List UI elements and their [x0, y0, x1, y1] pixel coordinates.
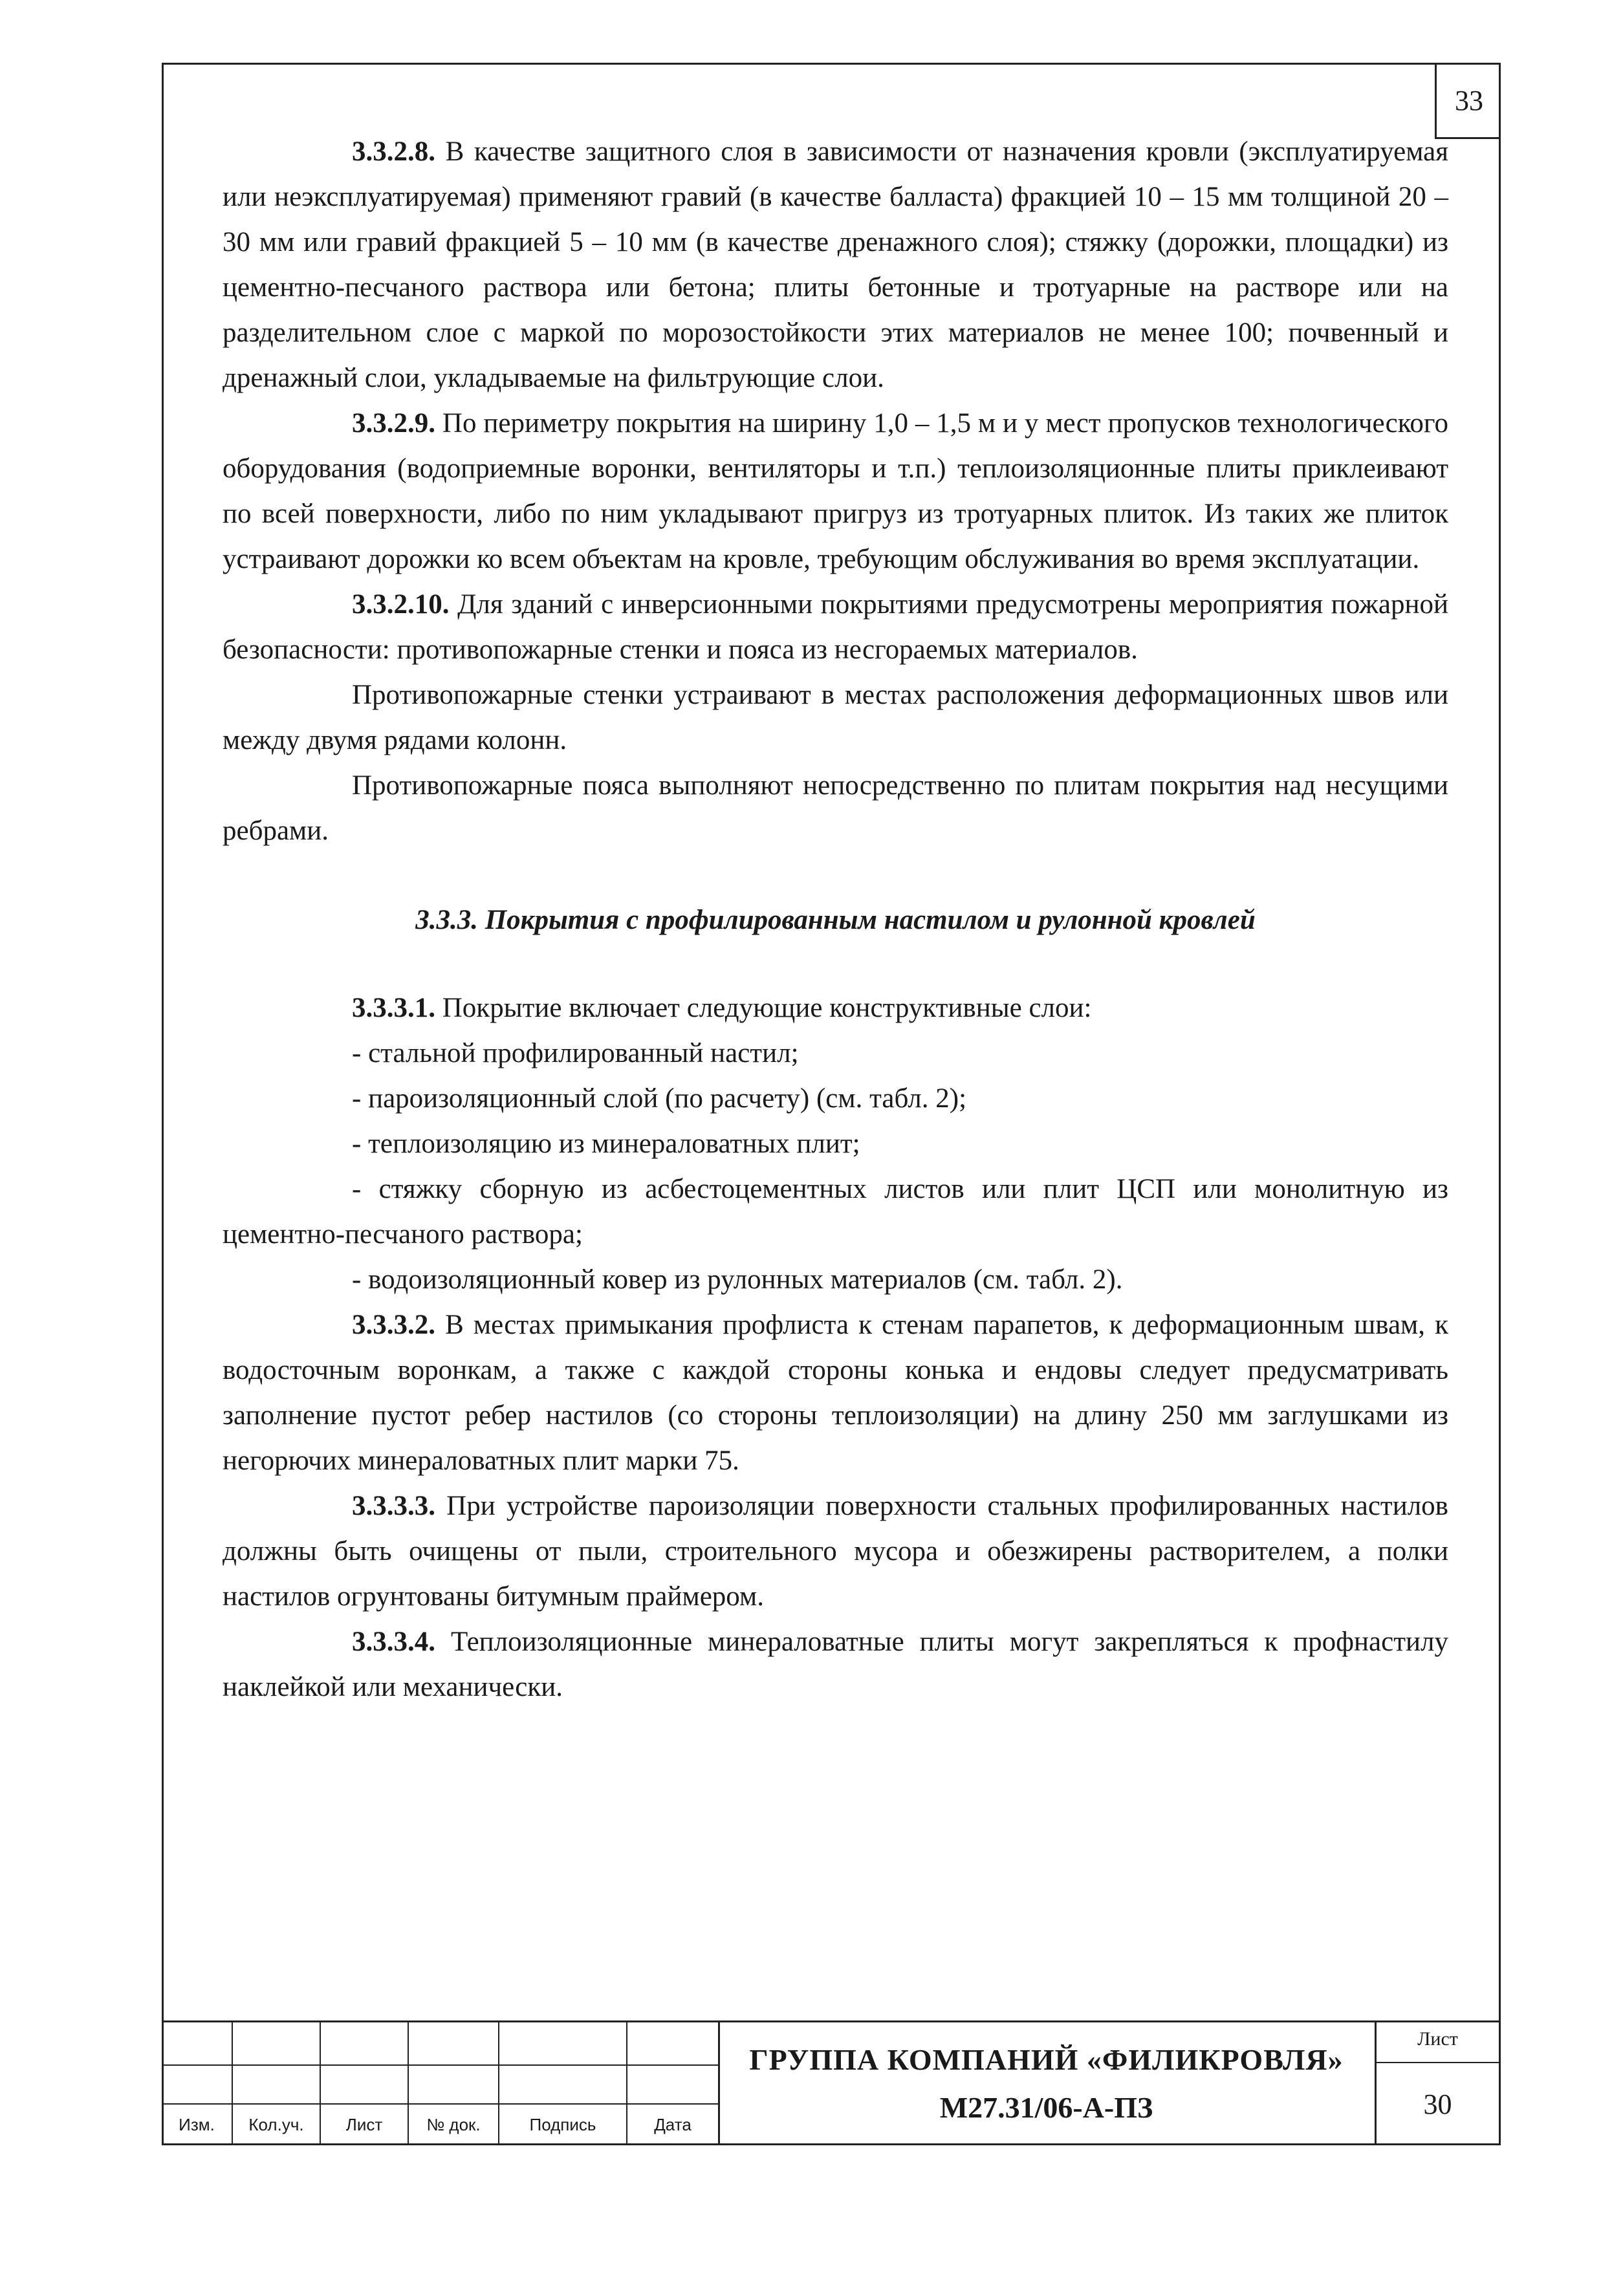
paragraph-3-3-2-8	[223, 129, 1448, 401]
paragraph-3-3-2-9	[223, 401, 1448, 582]
paragraph-text: Противопожарные пояса выполняют непосредственно по плитам покрытия над несущими ребрами.	[223, 770, 1448, 846]
list-item-text: - пароизоляционный слой (по расчету) (см. табл. 2);	[352, 1083, 967, 1114]
list-item-text: - теплоизоляцию из минераловатных плит;	[352, 1129, 860, 1159]
clause-number: 3.3.3.2.	[352, 1310, 435, 1340]
paragraph-3-3-3-2	[223, 1303, 1448, 1484]
list-item-text: - стяжку сборную из асбестоцементных листов или плит ЦСП или монолитную из цементно-песчаного раствора;	[223, 1174, 1448, 1250]
paragraph-text: Для зданий с инверсионными покрытиями предусмотрены мероприятия пожарной безопасности: противопожарные стенки и пояса из несгораемых материалов.	[223, 589, 1448, 665]
sheet-number: 30	[1423, 2088, 1452, 2120]
list-item-text: - водоизоляционный ковер из рулонных материалов (см. табл. 2).	[352, 1264, 1123, 1295]
column-label-date: Дата	[654, 2115, 692, 2134]
document-body	[223, 129, 1448, 1710]
paragraph-text: Противопожарные стенки устраивают в местах расположения деформационных швов или между двумя рядами колонн.	[223, 680, 1448, 755]
paragraph-text: При устройстве пароизоляции поверхности стальных профилированных настилов должны быть очищены от пыли, строительного мусора и обезжирены растворителем, а полки настилов огрунтованы битумным праймером.	[223, 1491, 1448, 1612]
paragraph-3-3-3-1	[223, 986, 1448, 1031]
page-number-top: 33	[1455, 85, 1483, 116]
list-item-text: - стальной профилированный настил;	[352, 1038, 799, 1068]
clause-number: 3.3.2.9.	[352, 408, 435, 439]
paragraph-3-3-3-4	[223, 1619, 1448, 1710]
paragraph-text: Теплоизоляционные минераловатные плиты могут закрепляться к профнастилу наклейкой или механически.	[223, 1627, 1448, 1702]
paragraph-text: По периметру покрытия на ширину 1,0 – 1,5 м и у мест пропусков технологического оборудования (водоприемные воронки, вентиляторы и т.п.) теплоизоляционные плиты приклеивают по всей поверхности, либо по ним укладывают пригруз из тротуарных плиток. Из таких же плиток устраивают дорожки ко всем объектам на кровле, требующим обслуживания во время эксплуатации.	[223, 408, 1448, 574]
company-name: ГРУППА КОМПАНИЙ «ФИЛИКРОВЛЯ»	[749, 2043, 1344, 2076]
paragraph-fire-belts	[223, 763, 1448, 854]
clause-number: 3.3.3.3.	[352, 1491, 435, 1521]
section-heading: 3.3.3. Покрытия с профилированным настилом и рулонной кровлей	[415, 905, 1256, 935]
column-label-kol-uch: Кол.уч.	[248, 2115, 304, 2134]
column-label-list: Лист	[345, 2115, 383, 2134]
paragraph-3-3-3-3	[223, 1484, 1448, 1619]
clause-number: 3.3.3.4.	[352, 1627, 435, 1657]
clause-number: 3.3.2.10.	[352, 589, 450, 620]
clause-number: 3.3.3.1.	[352, 993, 435, 1023]
list-item	[223, 1121, 1448, 1167]
column-label-izm: Изм.	[179, 2115, 215, 2134]
clause-number: 3.3.2.8.	[352, 136, 435, 167]
column-label-doc-number: № док.	[426, 2115, 481, 2134]
list-item	[223, 1031, 1448, 1076]
list-item	[223, 1167, 1448, 1257]
list-item	[223, 1257, 1448, 1303]
list-item	[223, 1076, 1448, 1121]
paragraph-text: В качестве защитного слоя в зависимости от назначения кровли (эксплуатируемая или неэксплуатируемая) применяют гравий (в качестве балласта) фракцией 10 – 15 мм толщиной 20 – 30 мм или гравий фракцией 5 – 10 мм (в качестве дренажного слоя); стяжку (дорожки, площадки) из цементно-песчаного раствора или бетона; плиты бетонные и тротуарные на растворе или на разделительном слое с маркой по морозостойкости этих материалов не менее 100; почвенный и дренажный слои, укладываемые на фильтрующие слои.	[223, 136, 1448, 393]
paragraph-text: В местах примыкания профлиста к стенам парапетов, к деформационным швам, к водосточным воронкам, а также с каждой стороны конька и ендовы следует предусматривать заполнение пустот ребер настилов (со стороны теплоизоляции) на длину 250 мм заглушками из негорючих минераловатных плит марки 75.	[223, 1310, 1448, 1476]
sheet-label: Лист	[1417, 2028, 1458, 2050]
paragraph-3-3-2-10	[223, 582, 1448, 673]
column-label-signature: Подпись	[529, 2115, 596, 2134]
document-code: М27.31/06-А-ПЗ	[939, 2091, 1153, 2124]
paragraph-fire-walls	[223, 673, 1448, 763]
paragraph-text: Покрытие включает следующие конструктивные слои:	[435, 993, 1092, 1023]
